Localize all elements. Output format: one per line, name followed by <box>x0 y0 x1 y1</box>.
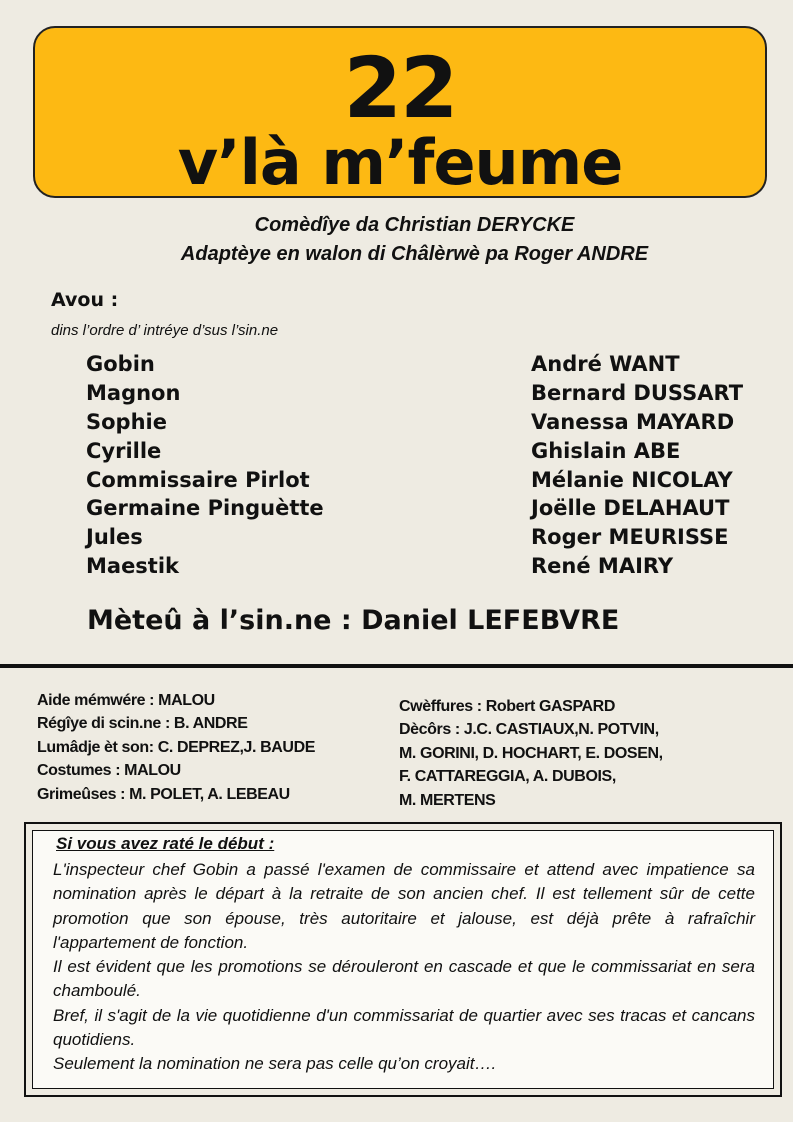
cast-actor: Roger MEURISSE <box>531 525 729 550</box>
cast-actor: Joëlle DELAHAUT <box>531 496 730 521</box>
synopsis-box <box>24 822 782 1097</box>
cast-role: Germaine Pinguètte <box>86 496 324 521</box>
crew-line: M. GORINI, D. HOCHART, E. DOSEN, <box>399 744 663 762</box>
cast-row <box>0 551 793 580</box>
play-title-number: 22 <box>343 39 457 137</box>
cast-row <box>0 407 793 436</box>
section-divider <box>0 664 793 668</box>
cast-actor: Ghislain ABE <box>531 438 681 463</box>
cast-row <box>0 522 793 551</box>
crew-line: Lumâdje èt son: C. DEPREZ,J. BAUDE <box>37 738 315 756</box>
title-banner <box>33 26 767 198</box>
cast-actor: Vanessa MAYARD <box>531 409 735 434</box>
cast-role: Sophie <box>86 409 167 434</box>
cast-row <box>0 349 793 378</box>
cast-role: Maestik <box>86 554 180 579</box>
director-credit: Mèteû à l’sin.ne : Daniel LEFEBVRE <box>87 605 620 636</box>
cast-row <box>0 436 793 465</box>
cast-actor: René MAIRY <box>531 554 674 579</box>
author-credit: Comèdîye da Christian DERYCKE <box>254 214 575 236</box>
synopsis-frame <box>32 830 774 1089</box>
crew-line: Costumes : MALOU <box>37 762 181 780</box>
cast-list <box>0 349 793 580</box>
cast-row <box>0 378 793 407</box>
synopsis-text <box>53 858 755 1077</box>
cast-role: Cyrille <box>86 438 162 463</box>
synopsis-paragraph: L'inspecteur chef Gobin a passé l'examen de commissaire et attend avec impatience sa nomination après le départ à la retraite de son ancien chef. Il est tellement sûr de cette promotion que son épouse, très autoritaire et jalouse, est déjà prête à rafraîchir l'appartement de fonction. <box>53 860 755 952</box>
synopsis-paragraph: Bref, il s'agit de la vie quotidienne d'un commissariat de quartier avec ses tracas et cancans quotidiens. <box>53 1005 755 1050</box>
synopsis-heading: Si vous avez raté le début : <box>56 834 275 853</box>
cast-actor: Mélanie NICOLAY <box>531 467 733 492</box>
cast-actor: André WANT <box>531 352 680 376</box>
crew-line: Régîye di scin.ne : B. ANDRE <box>37 715 248 733</box>
cast-actor: Bernard DUSSART <box>531 380 744 405</box>
play-title: v’là m’feume <box>177 126 623 199</box>
cast-role: Commissaire Pirlot <box>86 467 310 492</box>
cast-heading: Avou : <box>51 289 119 311</box>
synopsis-paragraph: Seulement la nomination ne sera pas celle qu’on croyait…. <box>53 1054 497 1074</box>
cast-row <box>0 465 793 494</box>
crew-line: Cwèffures : Robert GASPARD <box>399 698 615 715</box>
adaptation-credit: Adaptèye en walon di Châlèrwè pa Roger ANDRE <box>180 243 649 265</box>
cast-role: Magnon <box>86 380 181 405</box>
crew-list-right <box>399 695 663 812</box>
crew-line: F. CATTAREGGIA, A. DUBOIS, <box>399 768 616 786</box>
cast-order-note: dins l’ordre d’ intréye d’sus l’sin.ne <box>51 322 279 339</box>
cast-role: Gobin <box>86 352 155 376</box>
crew-line: Aide mémwére : MALOU <box>37 692 215 709</box>
crew-line: Grimeûses : M. POLET, A. LEBEAU <box>37 785 290 803</box>
crew-list-left <box>37 689 315 806</box>
crew-line: M. MERTENS <box>399 791 496 809</box>
cast-row <box>0 493 793 522</box>
synopsis-paragraph: Il est évident que les promotions se dérouleront en cascade et que le commissariat en sera chamboulé. <box>53 957 755 1001</box>
crew-line: Dècôrs : J.C. CASTIAUX,N. POTVIN, <box>399 721 659 739</box>
cast-role: Jules <box>86 525 143 550</box>
